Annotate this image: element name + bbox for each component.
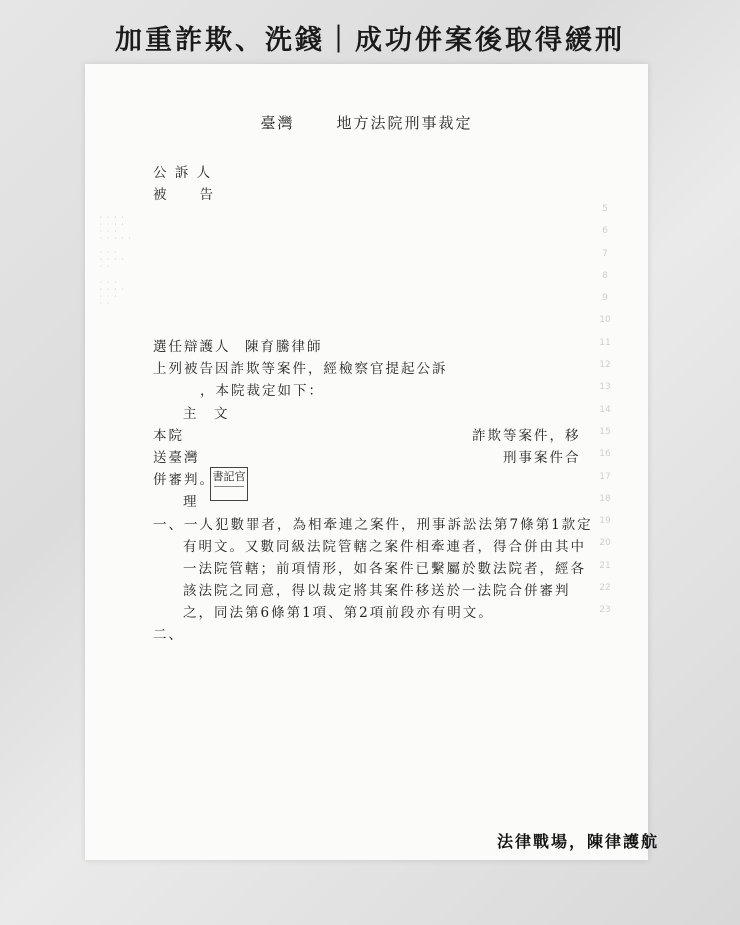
line-number: 12 — [599, 360, 611, 371]
main-line-2-left: 送臺灣 — [153, 450, 200, 466]
reason-para-1-line: 一法院管轄；前項情形，如各案件已繫屬於數法院者，經各 — [183, 561, 586, 577]
prosecutor-label: 公 訴 人 — [153, 165, 213, 181]
intro-line-2: ，本院裁定如下： — [200, 383, 324, 399]
reason-para-1-line: 有明文。又數同級法院管轄之案件相牽連者，得合併由其中 — [183, 539, 586, 555]
defense-label: 選任辯護人 — [153, 339, 231, 355]
defense-attorney-name: 陳育騰律師 — [245, 339, 323, 355]
line-number: 7 — [602, 248, 608, 259]
main-line-2-right: 刑事案件合 — [503, 450, 581, 466]
redaction-dots: · · · · · · · · · — [99, 249, 125, 270]
line-number: 6 — [602, 226, 608, 237]
line-number: 16 — [599, 449, 611, 460]
footer-brand: 法律戰場，陳律護航 — [497, 832, 660, 851]
line-number: 22 — [599, 583, 611, 594]
reason-para-1-line: 該法院之同意，得以裁定將其案件移送於一法院合併審判 — [183, 583, 571, 599]
line-number: 20 — [599, 538, 611, 549]
main-heading: 主 文 — [183, 406, 230, 422]
line-number: 18 — [599, 493, 611, 504]
intro-line-1: 上列被告因詐欺等案件，經檢察官提起公訴 — [153, 361, 448, 377]
reason-para-1-line: 一、一人犯數罪者，為相牽連之案件，刑事訴訟法第7條第1款定 — [153, 517, 593, 533]
clerk-stamp — [210, 467, 248, 501]
line-number: 13 — [599, 382, 611, 393]
defendant-label: 被 告 — [153, 187, 215, 203]
redaction-dots: · · · · · · · · · · · · — [99, 279, 125, 307]
line-number: 19 — [599, 516, 611, 527]
line-number: 15 — [599, 426, 611, 437]
reason-para-2-label: 二、 — [153, 627, 184, 643]
line-number: 8 — [602, 270, 608, 281]
line-number: 9 — [602, 293, 608, 304]
line-number: 5 — [602, 204, 608, 214]
document-page — [85, 64, 648, 860]
main-line-1-left: 本院 — [153, 428, 184, 444]
line-number: 10 — [599, 315, 611, 326]
line-number-margin — [595, 204, 615, 628]
stamp-text: 書記官 — [212, 470, 246, 483]
line-number: 14 — [599, 404, 611, 415]
ruling-type: 地方法院刑事裁定 — [336, 114, 473, 132]
court-name: 臺灣 — [260, 114, 295, 132]
banner-title: 加重詐欺、洗錢｜成功併案後取得緩刑 — [115, 25, 625, 56]
line-number: 23 — [599, 605, 611, 616]
line-number: 17 — [599, 471, 611, 482]
document-title — [85, 112, 648, 133]
reason-heading: 理 — [183, 494, 199, 510]
main-line-1-right: 詐欺等案件，移 — [472, 428, 581, 444]
line-number: 21 — [599, 560, 611, 571]
main-line-3: 併審判。 — [153, 472, 215, 488]
line-number: 11 — [599, 337, 611, 348]
redaction-dots: · · · · · · · · · · · · · · · · — [99, 214, 132, 242]
reason-para-1-line: 之，同法第6條第1項、第2項前段亦有明文。 — [183, 605, 494, 621]
